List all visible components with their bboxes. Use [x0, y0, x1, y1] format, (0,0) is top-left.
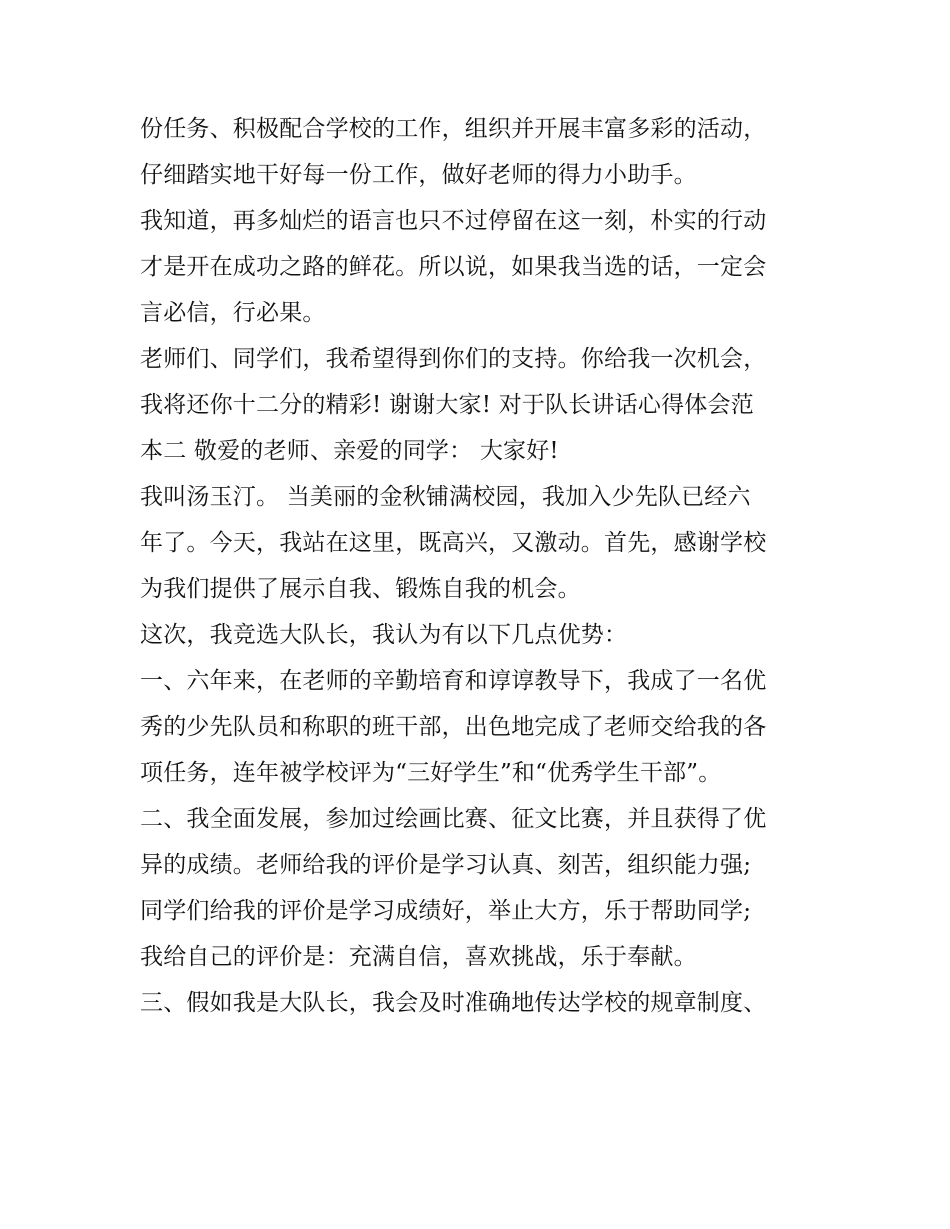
- text-line-5: 言必信，行必果。: [140, 300, 326, 326]
- text-line-11: 为我们提供了展示自我、锻炼自我的机会。: [140, 576, 581, 602]
- text-line-16: 二、我全面发展，参加过绘画比赛、征文比赛，并且获得了优: [140, 806, 767, 832]
- text-line-4: 才是开在成功之路的鲜花。所以说，如果我当选的话，一定会: [140, 254, 767, 280]
- document-body: [140, 106, 840, 1026]
- text-line-2: 仔细踏实地干好每一份工作，做好老师的得力小助手。: [140, 162, 697, 188]
- text-line-9: 我叫汤玉汀。 当美丽的金秋铺满校园，我加入少先队已经六: [140, 484, 751, 510]
- text-line-12: 这次，我竞选大队长，我认为有以下几点优势：: [140, 622, 628, 648]
- text-line-8: 本二 敬爱的老师、亲爱的同学： 大家好!: [140, 438, 559, 464]
- text-line-6: 老师们、同学们，我希望得到你们的支持。你给我一次机会，: [140, 346, 767, 372]
- text-line-3: 我知道，再多灿烂的语言也只不过停留在这一刻，朴实的行动: [140, 208, 767, 234]
- text-line-13: 一、六年来，在老师的辛勤培育和谆谆教导下，我成了一名优: [140, 668, 767, 694]
- text-line-19: 我给自己的评价是：充满自信，喜欢挑战，乐于奉献。: [140, 944, 697, 970]
- text-line-1: 份任务、积极配合学校的工作，组织并开展丰富多彩的活动，: [140, 116, 767, 142]
- text-line-7: 我将还你十二分的精彩! 谢谢大家! 对于队长讲话心得体会范: [140, 392, 754, 418]
- text-line-15: 项任务，连年被学校评为“三好学生”和“优秀学生干部”。: [140, 760, 722, 786]
- text-line-17: 异的成绩。老师给我的评价是学习认真、刻苦，组织能力强;: [140, 852, 752, 878]
- text-line-14: 秀的少先队员和称职的班干部，出色地完成了老师交给我的各: [140, 714, 767, 740]
- text-line-20: 三、假如我是大队长，我会及时准确地传达学校的规章制度、: [140, 990, 767, 1016]
- text-line-18: 同学们给我的评价是学习成绩好，举止大方，乐于帮助同学;: [140, 898, 752, 924]
- text-line-10: 年了。今天，我站在这里，既高兴，又激动。首先，感谢学校: [140, 530, 767, 556]
